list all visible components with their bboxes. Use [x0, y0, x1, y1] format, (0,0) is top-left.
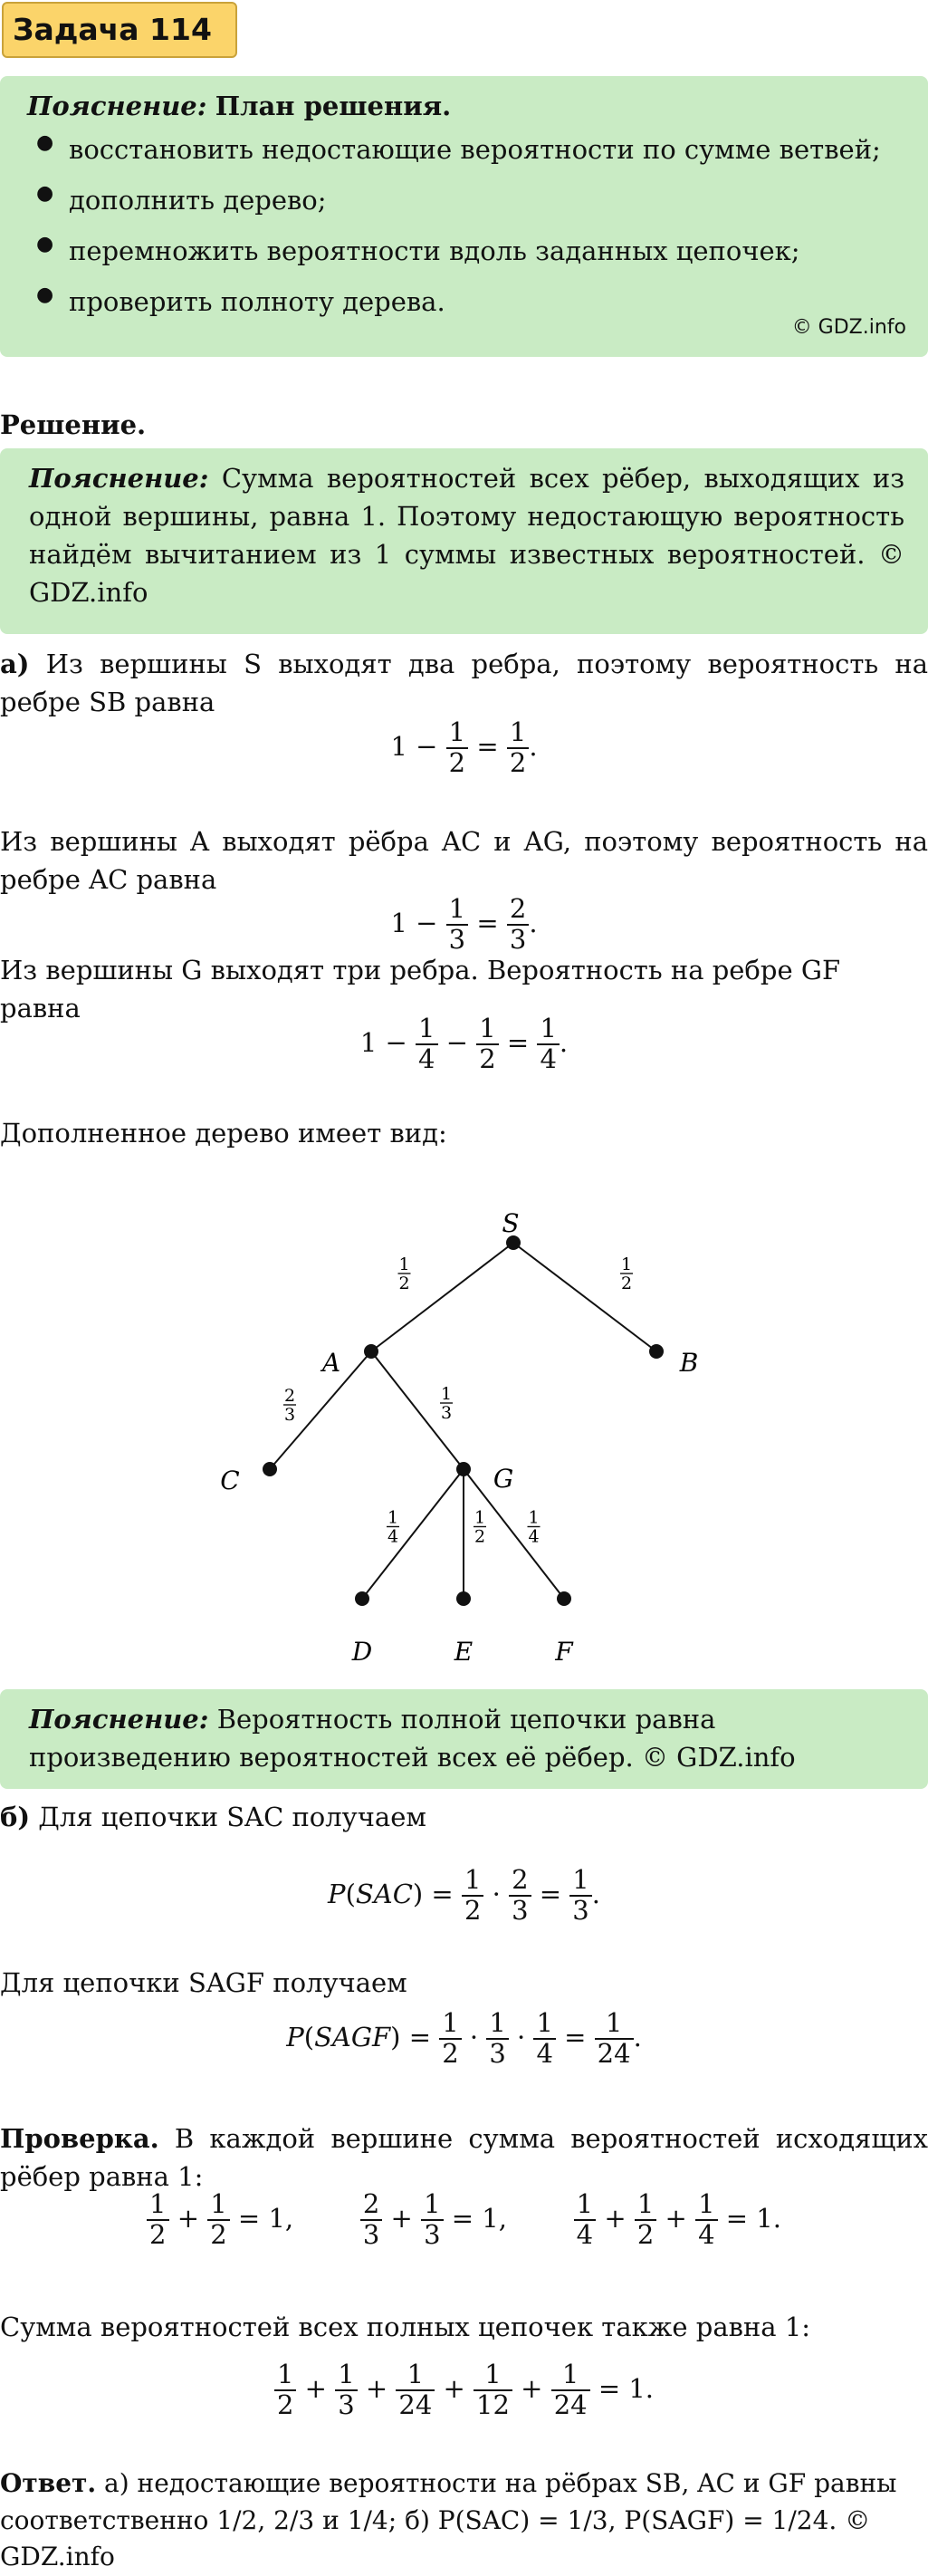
edge-weight-den: 2 — [474, 1526, 486, 1547]
edge-weight-den: 3 — [440, 1403, 453, 1423]
tree-edge-SB — [513, 1243, 656, 1351]
edge-weight-GF — [528, 1508, 541, 1547]
edge-weight-num: 1 — [398, 1254, 410, 1274]
plan-title: План решения. — [215, 91, 452, 121]
explanation-1-label: Пояснение: — [29, 463, 209, 494]
tree-node-label-E: E — [454, 1637, 474, 1667]
part-a-text-3: Из вершины G выходят три ребра. Вероятность на ребре GF равна — [0, 955, 841, 1024]
explanation-2 — [29, 1700, 904, 1776]
answer-label: Ответ. — [0, 2468, 97, 2498]
tree-node-B — [649, 1344, 664, 1359]
edge-weight-GE — [474, 1508, 486, 1547]
edge-weight-den: 4 — [387, 1526, 399, 1547]
explanation-2-label: Пояснение: — [29, 1704, 209, 1735]
tree-node-label-F: F — [555, 1637, 573, 1667]
check-text: В каждой вершине сумма вероятностей исходящих рёбер равна 1: — [0, 2123, 928, 2193]
edge-weight-num: 1 — [528, 1507, 540, 1528]
explanation-2-text: Вероятность полной цепочки равна произведению вероятностей всех её рёбер. © GDZ.info — [29, 1704, 796, 1773]
tree-node-G — [456, 1462, 471, 1476]
part-b-paragraph-1 — [0, 1798, 928, 1836]
equation-gf: 1 − $\frac{1}{4}$ − $\frac{1}{2}$ = $\frac{1}{4}$ . — [359, 1013, 569, 1074]
tree-node-label-G: G — [493, 1464, 514, 1494]
edge-weight-SA — [398, 1254, 411, 1293]
task-title: Задача 114 — [2, 2, 237, 58]
check-label: Проверка. — [0, 2123, 159, 2154]
equation-ac: 1 − $\frac{1}{3}$ = $\frac{2}{3}$ . — [390, 893, 538, 955]
part-a-text-2: Из вершины A выходят рёбра AC и AG, поэтому вероятность на ребре AC равна — [0, 826, 928, 896]
part-b-text-1: Для цепочки SAC получаем — [38, 1802, 426, 1832]
plan-label: Пояснение: — [27, 91, 207, 121]
part-a-paragraph-1 — [0, 645, 928, 721]
check-paragraph — [0, 2119, 928, 2196]
equation-sac: P(SAC) = $\frac{1}{2}$ · $\frac{2}{3}$ = $\frac{1}{3}$ . — [328, 1864, 600, 1926]
tree-node-label-D: D — [351, 1637, 373, 1667]
part-b-text-2: Для цепочки SAGF получаем — [0, 1967, 407, 1998]
part-a-marker: а) — [0, 649, 30, 679]
plan-copyright: © GDZ.info — [791, 316, 906, 340]
part-a-text-1: Из вершины S выходят два ребра, поэтому вероятность на ребре SB равна — [0, 649, 928, 718]
tree-node-label-A: A — [321, 1348, 341, 1378]
check-text-2: Сумма вероятностей всех полных цепочек также равна 1: — [0, 2312, 811, 2342]
equation-sb: 1 − $\frac{1}{2}$ = $\frac{1}{2}$ . — [390, 716, 538, 778]
edge-weight-den: 4 — [528, 1526, 540, 1547]
equation-sagf: P(SAGF) = $\frac{1}{2}$ · $\frac{1}{3}$ · $\frac{1}{4}$ = $\frac{1}{24}$ . — [286, 2007, 642, 2069]
tree-node-A — [364, 1344, 378, 1359]
explanation-1-text: Сумма вероятностей всех рёбер, выходящих из одной вершины, равна 1. Поэтому недостающую вероятность найдём вычитанием из 1 суммы известных вероятностей. © GDZ.info — [29, 463, 905, 609]
answer-paragraph — [0, 2465, 928, 2576]
equation-check-vertices: $\frac{1}{2}$ + $\frac{1}{2}$ = 1, $\frac{2}{3}$ + $\frac{1}{3}$ = 1, $\frac{1}{4}$ + $\frac{1}{2}$ + $\frac{1}{4}$ = 1. — [0, 2190, 928, 2250]
edge-weight-SB — [620, 1254, 633, 1293]
plan-item: ● перемножить вероятности вдоль заданных цепочек; — [27, 232, 906, 270]
edge-weight-den: 2 — [398, 1274, 410, 1293]
tree-node-D — [355, 1591, 369, 1606]
tree-node-label-C: C — [220, 1466, 240, 1495]
equation-check-chains: $\frac{1}{2}$ + $\frac{1}{3}$ + $\frac{1}{24}$ + $\frac{1}{12}$ + $\frac{1}{24}$ = 1. — [0, 2360, 928, 2420]
explanation-1 — [29, 459, 904, 611]
plan-item: ● дополнить дерево; — [27, 181, 906, 219]
edge-weight-den: 3 — [283, 1405, 296, 1425]
plan-heading — [27, 87, 906, 125]
tree-node-C — [263, 1462, 277, 1476]
plan-item: ● восстановить недостающие вероятности по сумме ветвей; — [27, 130, 906, 168]
tree-node-label-S: S — [502, 1208, 520, 1238]
explanation-box-1 — [0, 448, 928, 634]
edge-weight-num: 1 — [474, 1507, 486, 1528]
plan-item: ● проверить полноту дерева. — [27, 283, 906, 321]
edge-weight-num: 2 — [283, 1386, 296, 1406]
solution-heading: Решение. — [0, 409, 147, 440]
plan-list — [27, 130, 906, 321]
answer-text: а) недостающие вероятности на рёбрах SB, AC и GF равны соответственно 1/2, 2/3 и 1/4; б) P(SAC) = 1/3, P(SAGF) = 1/24. © GDZ.info — [0, 2468, 897, 2572]
plan-box — [0, 76, 928, 357]
tree-node-E — [456, 1591, 471, 1606]
edge-weight-num: 1 — [440, 1384, 453, 1404]
edge-weight-den: 2 — [620, 1274, 633, 1293]
tree-node-F — [557, 1591, 571, 1606]
probability-tree — [0, 1177, 928, 1667]
edge-weight-AG — [440, 1384, 453, 1423]
edge-weight-GD — [387, 1508, 399, 1547]
edge-weight-num: 1 — [620, 1254, 633, 1274]
tree-edge-GD — [362, 1469, 464, 1599]
part-a-text-4: Дополненное дерево имеет вид: — [0, 1118, 447, 1149]
part-b-marker: б) — [0, 1802, 31, 1832]
tree-node-label-B: B — [679, 1348, 699, 1378]
edge-weight-num: 1 — [387, 1507, 399, 1528]
explanation-box-2 — [0, 1689, 928, 1789]
tree-edge-SA — [371, 1243, 513, 1351]
edge-weight-AC — [283, 1386, 296, 1425]
